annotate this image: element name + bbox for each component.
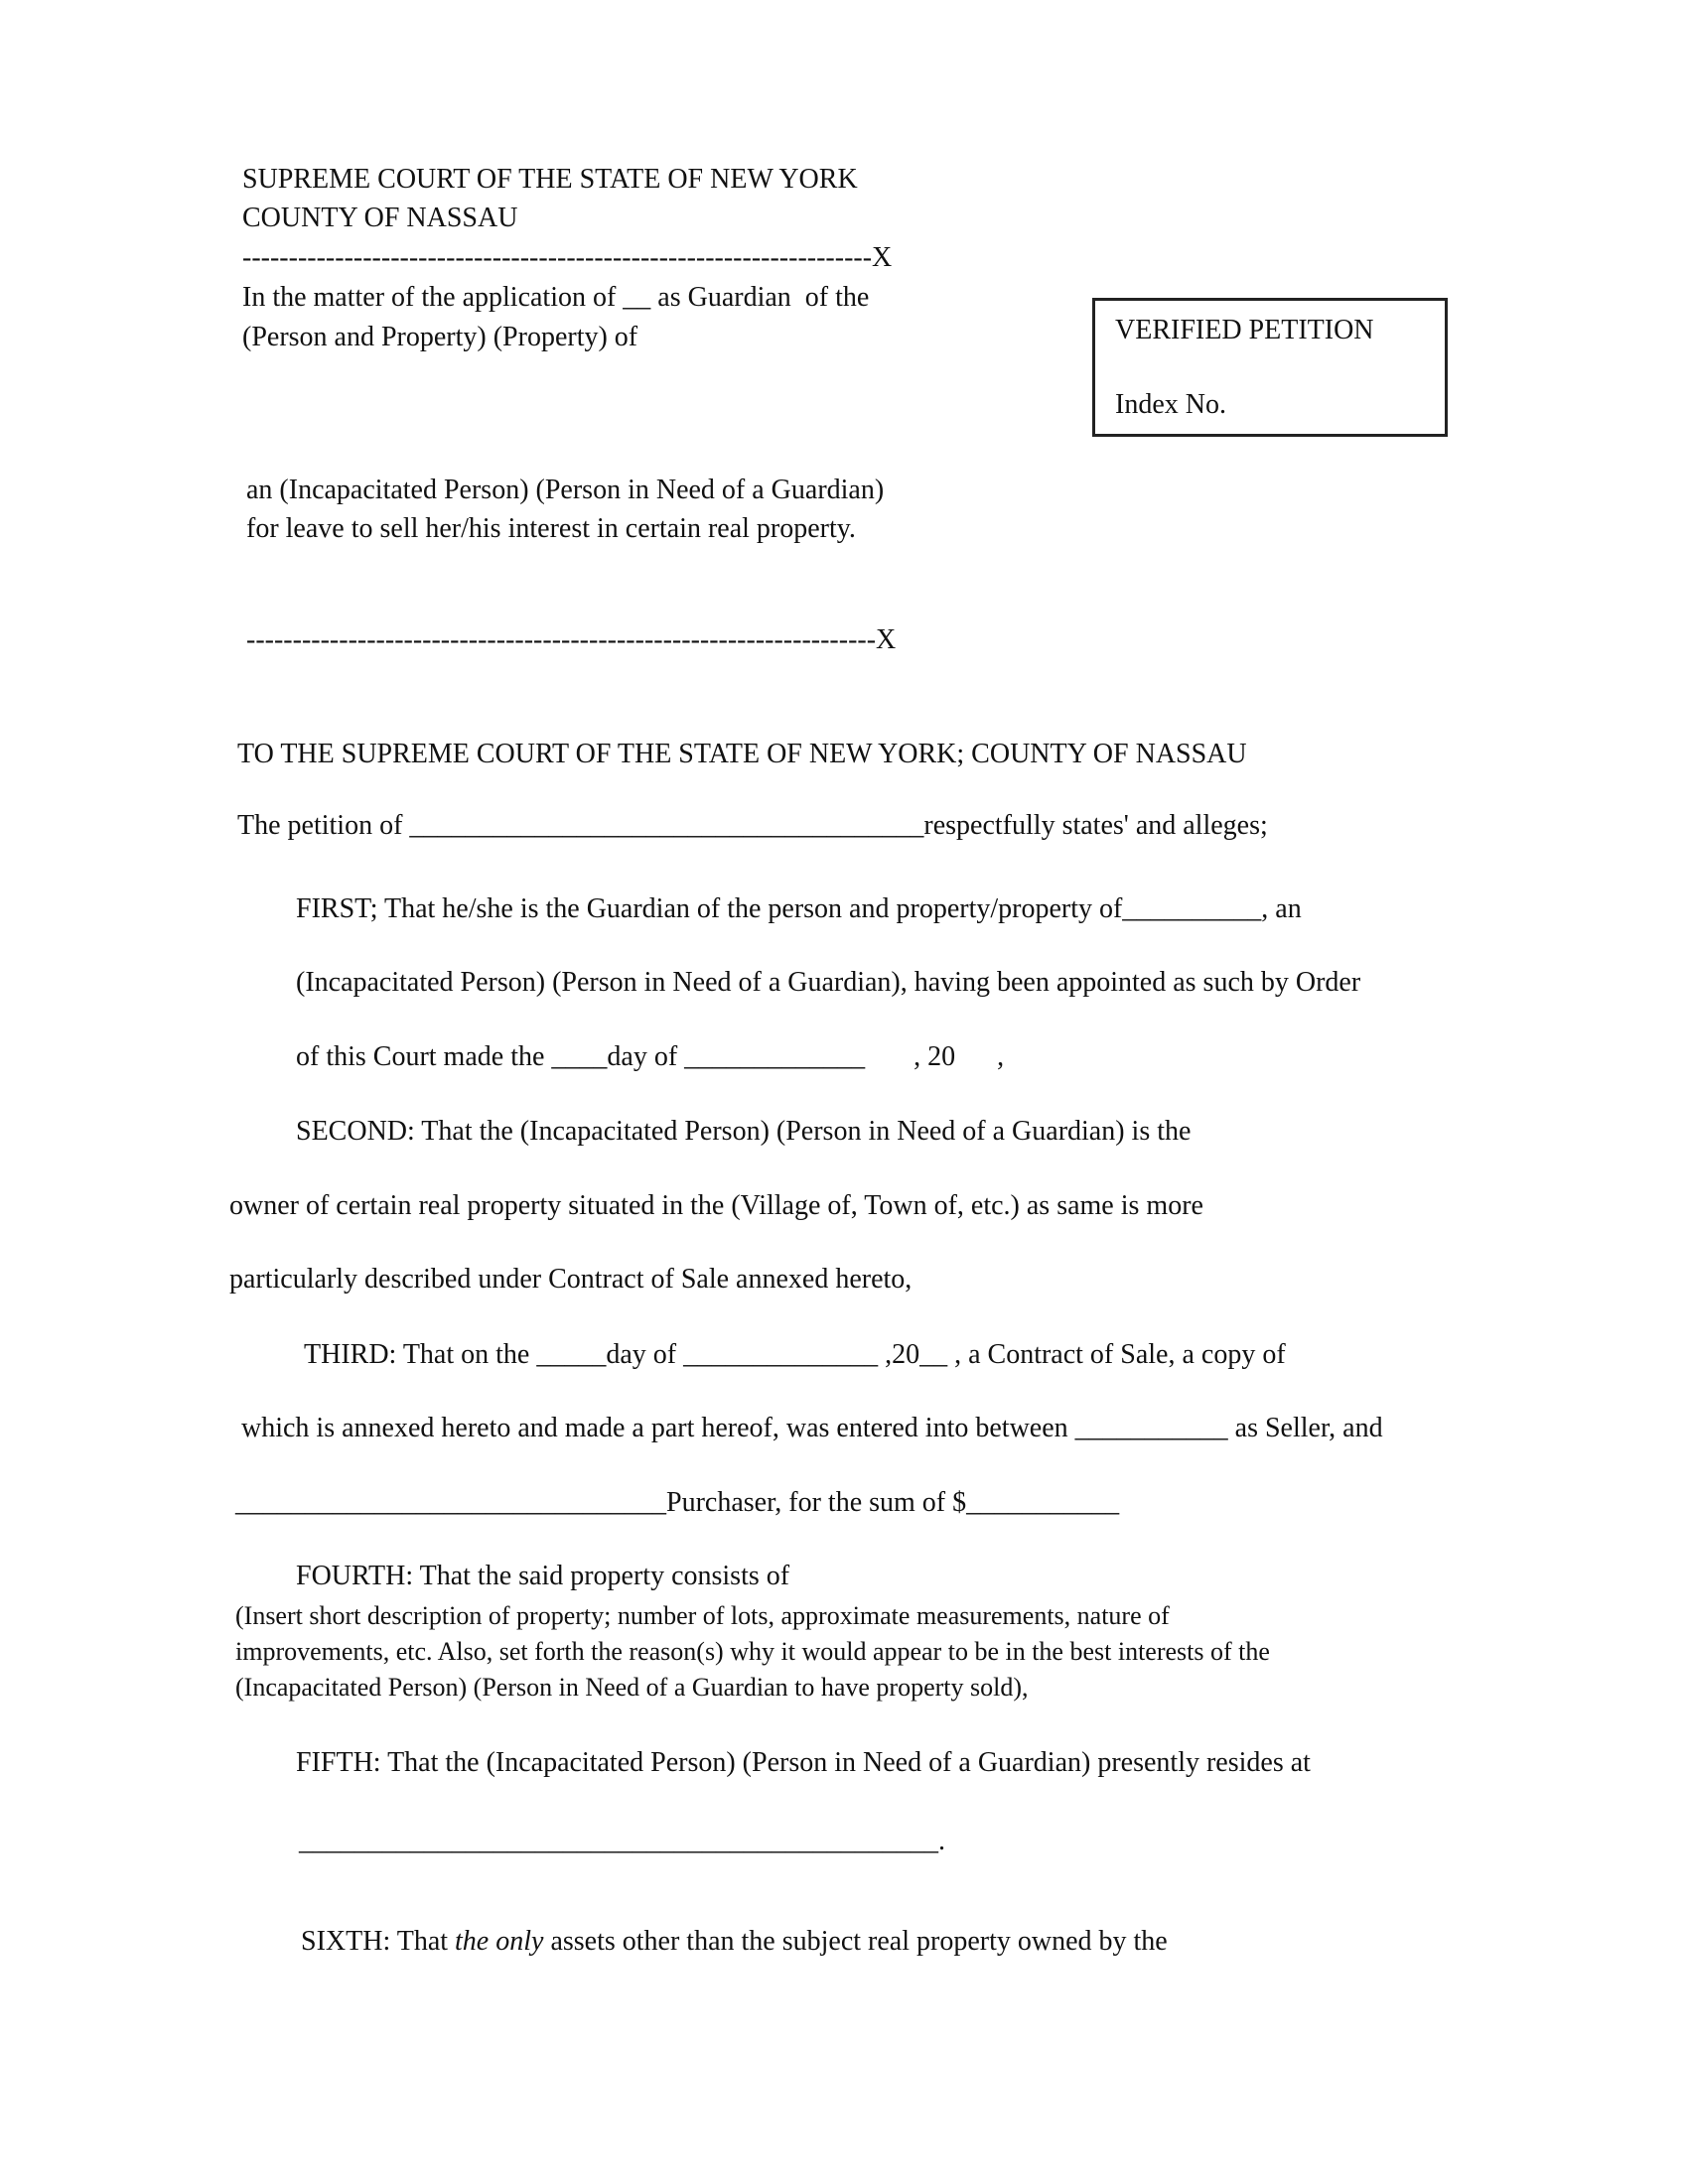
- fourth-instruction-line-1: (Insert short description of property; number of lots, approximate measurements, nature of: [235, 1601, 1170, 1630]
- sixth-paragraph-line-1: [301, 1925, 1168, 1959]
- caption-separator-top: --------------------------------------------------------------------X: [242, 242, 893, 273]
- third-paragraph-line-2: which is annexed hereto and made a part hereof, was entered into between ___________ as Seller, and: [241, 1413, 1383, 1443]
- first-paragraph-line-3: of this Court made the ____day of _____________ , 20 ,: [296, 1041, 1005, 1072]
- caption-separator-bottom: --------------------------------------------------------------------X: [246, 624, 897, 655]
- fifth-paragraph-line-2: ______________________________________________.: [299, 1826, 945, 1856]
- second-paragraph-line-3: particularly described under Contract of Sale annexed hereto,: [229, 1264, 913, 1295]
- incapacitated-line-1: an (Incapacitated Person) (Person in Need of a Guardian): [246, 475, 885, 505]
- court-address: TO THE SUPREME COURT OF THE STATE OF NEW YORK; COUNTY OF NASSAU: [237, 739, 1247, 769]
- second-paragraph-line-2: owner of certain real property situated in the (Village of, Town of, etc.) as same is more: [229, 1190, 1203, 1221]
- index-number-label: Index No.: [1115, 389, 1226, 420]
- sixth-text-start: SIXTH: That: [301, 1926, 456, 1957]
- fourth-instruction-line-3: (Incapacitated Person) (Person in Need of a Guardian to have property sold),: [235, 1673, 1029, 1702]
- county-name: COUNTY OF NASSAU: [242, 203, 518, 233]
- verified-petition-box: [1092, 298, 1448, 437]
- fifth-paragraph-line-1: FIFTH: That the (Incapacitated Person) (Person in Need of a Guardian) presently resides at: [296, 1747, 1311, 1778]
- box-title: VERIFIED PETITION: [1115, 315, 1374, 345]
- matter-line-2: (Person and Property) (Property) of: [242, 322, 638, 352]
- court-name: SUPREME COURT OF THE STATE OF NEW YORK: [242, 164, 858, 195]
- incapacitated-line-2: for leave to sell her/his interest in certain real property.: [246, 513, 856, 544]
- sixth-text-emphasis: the only: [455, 1926, 544, 1957]
- matter-line-1: In the matter of the application of __ as Guardian of the: [242, 282, 870, 313]
- second-paragraph-line-1: SECOND: That the (Incapacitated Person) (Person in Need of a Guardian) is the: [296, 1116, 1192, 1147]
- third-paragraph-line-1: THIRD: That on the _____day of ______________ ,20__ , a Contract of Sale, a copy of: [304, 1339, 1286, 1370]
- third-paragraph-line-3: _______________________________Purchaser, for the sum of $___________: [235, 1487, 1120, 1518]
- sixth-text-end: assets other than the subject real property owned by the: [543, 1926, 1168, 1957]
- fourth-paragraph-line-1: FOURTH: That the said property consists of: [296, 1561, 790, 1591]
- fourth-instruction-line-2: improvements, etc. Also, set forth the reason(s) why it would appear to be in the best interests of the: [235, 1637, 1270, 1666]
- first-paragraph-line-2: (Incapacitated Person) (Person in Need of a Guardian), having been appointed as such by Order: [296, 967, 1361, 998]
- petition-intro: The petition of _____________________________________respectfully states' and alleges;: [237, 810, 1268, 841]
- first-paragraph-line-1: FIRST; That he/she is the Guardian of the person and property/property of__________, an: [296, 893, 1302, 924]
